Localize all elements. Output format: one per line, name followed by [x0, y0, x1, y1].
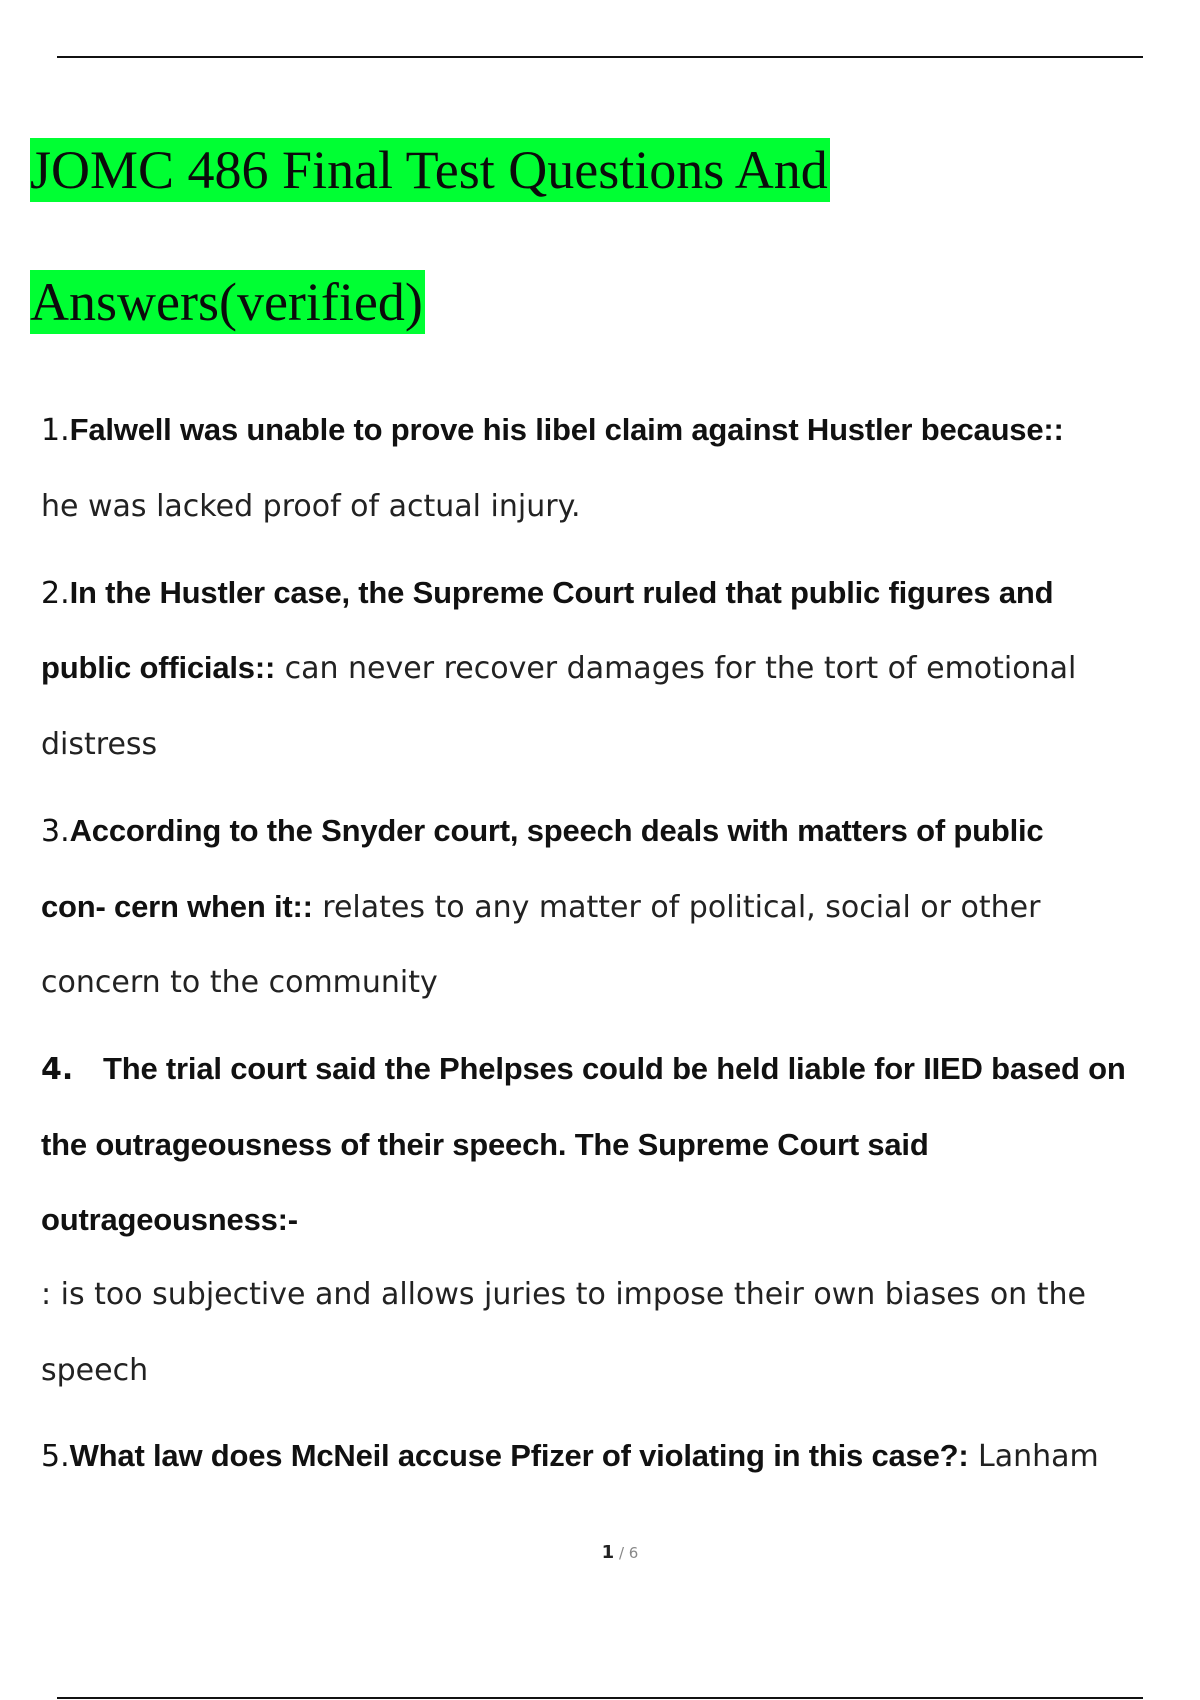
question-1 — [41, 410, 1064, 450]
answer-text: distress — [41, 727, 158, 762]
total-pages: 6 — [628, 1544, 639, 1562]
answer-text: relates to any matter of political, social or other — [312, 890, 1041, 925]
question-3-line-2 — [41, 887, 1040, 927]
page-separator: / — [614, 1544, 629, 1562]
answer-3-line-2 — [41, 962, 438, 1002]
document-title-line-2: Answers(verified) — [30, 272, 423, 332]
question-text: con- cern when it:: — [41, 889, 313, 924]
answer-text: concern to the community — [41, 965, 438, 1000]
question-number: 2. — [41, 576, 70, 611]
page-indicator — [0, 1542, 1200, 1563]
question-2-line-2 — [41, 648, 1076, 688]
answer-4-line-2 — [41, 1350, 148, 1390]
question-text: What law does McNeil accuse Pfizer of violating in this case?: — [69, 1438, 969, 1473]
question-4-line-3 — [41, 1200, 298, 1240]
answer-2-line-2 — [41, 724, 157, 764]
current-page: 1 — [601, 1542, 615, 1563]
question-number: 3. — [41, 814, 70, 849]
question-2 — [41, 573, 1053, 613]
answer-text: : is too subjective and allows juries to impose their own biases on the — [41, 1277, 1086, 1312]
question-number: 5. — [41, 1439, 70, 1474]
top-rule — [57, 56, 1143, 58]
question-4 — [41, 1049, 1126, 1089]
question-4-line-2 — [41, 1125, 929, 1165]
question-text: public officials:: — [41, 650, 276, 685]
bottom-rule — [57, 1697, 1143, 1699]
question-text: Falwell was unable to prove his libel claim against Hustler because:: — [69, 412, 1064, 447]
question-text: In the Hustler case, the Supreme Court ruled that public figures and — [69, 575, 1054, 610]
document-title-line-1: JOMC 486 Final Test Questions And — [30, 140, 828, 200]
answer-1 — [41, 486, 581, 526]
question-text: outrageousness:- — [41, 1202, 298, 1237]
question-text: the outrageousness of their speech. The Supreme Court said — [41, 1127, 929, 1162]
question-5 — [41, 1436, 1099, 1476]
answer-text: he was lacked proof of actual injury. — [41, 489, 581, 524]
question-number: 1. — [41, 413, 70, 448]
answer-text: can never recover damages for the tort of emotional — [275, 651, 1077, 686]
answer-text: Lanham — [968, 1439, 1099, 1474]
question-3 — [41, 811, 1043, 851]
answer-4 — [41, 1274, 1086, 1314]
question-number: 4. — [41, 1052, 74, 1087]
answer-text: speech — [41, 1353, 149, 1388]
question-text: The trial court said the Phelpses could be held liable for IIED based on — [103, 1051, 1126, 1086]
question-text: According to the Snyder court, speech deals with matters of public — [69, 813, 1044, 848]
